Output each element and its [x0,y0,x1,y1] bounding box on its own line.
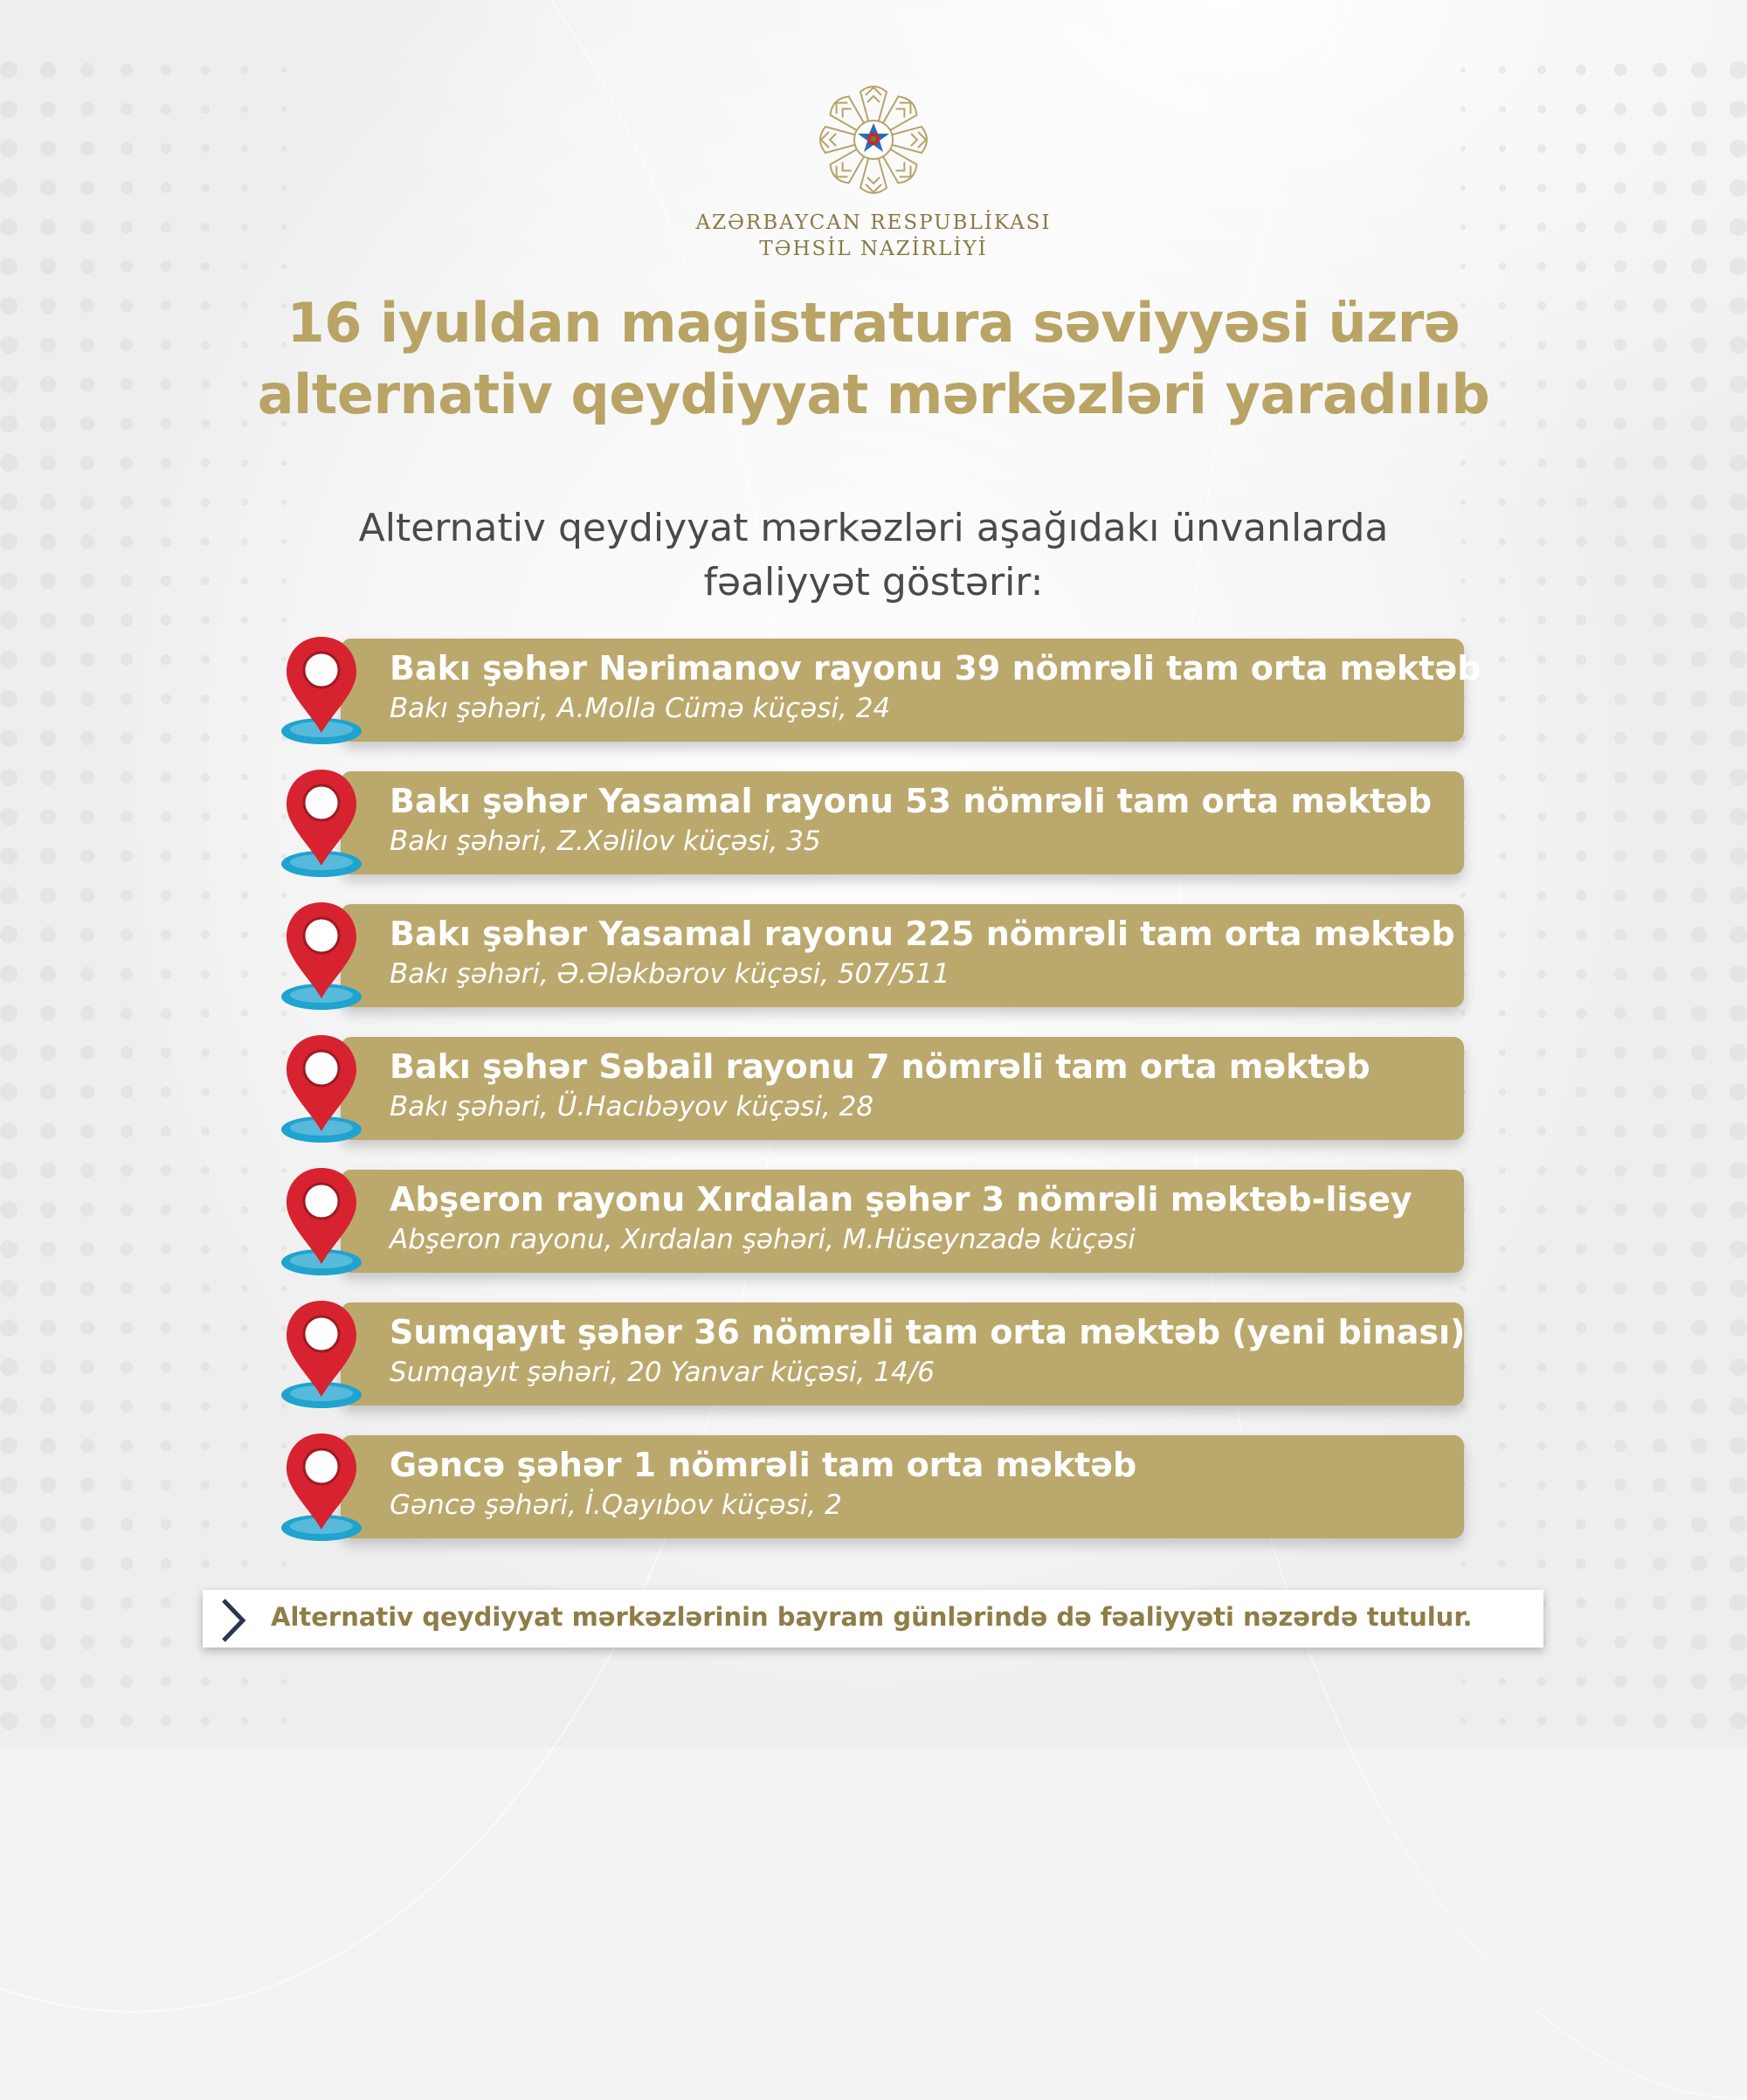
ministry-name-line2: TƏHSİL NAZİRLİYİ [759,238,988,260]
location-address: Bakı şəhəri, Ə.Ələkbərov küçəsi, 507/511 [390,958,950,990]
location-pin-icon [278,1430,374,1545]
location-name: Bakı şəhər Yasamal rayonu 225 nömrəli tam orta məktəb [390,915,1455,953]
location-name: Gəncə şəhər 1 nömrəli tam orta məktəb [390,1446,1137,1484]
intro-text-line2: fəaliyyət göstərir: [703,560,1044,604]
location-card [341,1435,1464,1538]
location-card [341,1302,1464,1406]
ministry-emblem-icon [808,74,939,205]
location-pin-icon [278,1032,374,1147]
location-address: Abşeron rayonu, Xırdalan şəhəri, M.Hüseynzadə küçəsi [390,1224,1136,1255]
location-address: Sumqayıt şəhəri, 20 Yanvar küçəsi, 14/6 [390,1357,935,1388]
location-card [341,771,1464,874]
note-banner [203,1590,1543,1648]
location-card [341,1037,1464,1140]
location-pin-icon [278,766,374,881]
location-card [341,1170,1464,1273]
location-address: Gəncə şəhəri, İ.Qayıbov küçəsi, 2 [390,1489,842,1521]
location-pin-icon [278,1164,374,1280]
intro-text-line1: Alternativ qeydiyyat mərkəzləri aşağıdakı ünvanlarda [358,506,1389,550]
location-name: Bakı şəhər Nərimanov rayonu 39 nömrəli tam orta məktəb [390,649,1481,687]
location-card [341,904,1464,1007]
page-title-line1: 16 iyuldan magistratura səviyyəsi üzrə [287,291,1460,355]
location-name: Bakı şəhər Yasamal rayonu 53 nömrəli tam orta məktəb [390,782,1433,820]
page-title-line2: alternativ qeydiyyat mərkəzləri yaradılıb [257,363,1490,426]
location-address: Bakı şəhəri, Z.Xəlilov küçəsi, 35 [390,825,821,857]
note-text: Alternativ qeydiyyat mərkəzlərinin bayram günlərində də fəaliyyəti nəzərdə tutulur. [271,1602,1473,1632]
location-name: Bakı şəhər Səbail rayonu 7 nömrəli tam orta məktəb [390,1047,1371,1086]
chevron-right-icon [215,1595,250,1646]
location-pin-icon [278,633,374,749]
location-name: Sumqayıt şəhər 36 nömrəli tam orta məktəb (yeni binası) [390,1313,1466,1351]
location-card [341,639,1481,742]
location-name: Abşeron rayonu Xırdalan şəhər 3 nömrəli məktəb-lisey [390,1180,1412,1219]
location-address: Bakı şəhəri, Ü.Hacıbəyov küçəsi, 28 [390,1091,874,1123]
location-address: Bakı şəhəri, A.Molla Cümə küçəsi, 24 [390,693,891,724]
ministry-name-line1: AZƏRBAYCAN RESPUBLİKASI [695,211,1052,234]
location-pin-icon [278,899,374,1014]
location-pin-icon [278,1297,374,1413]
